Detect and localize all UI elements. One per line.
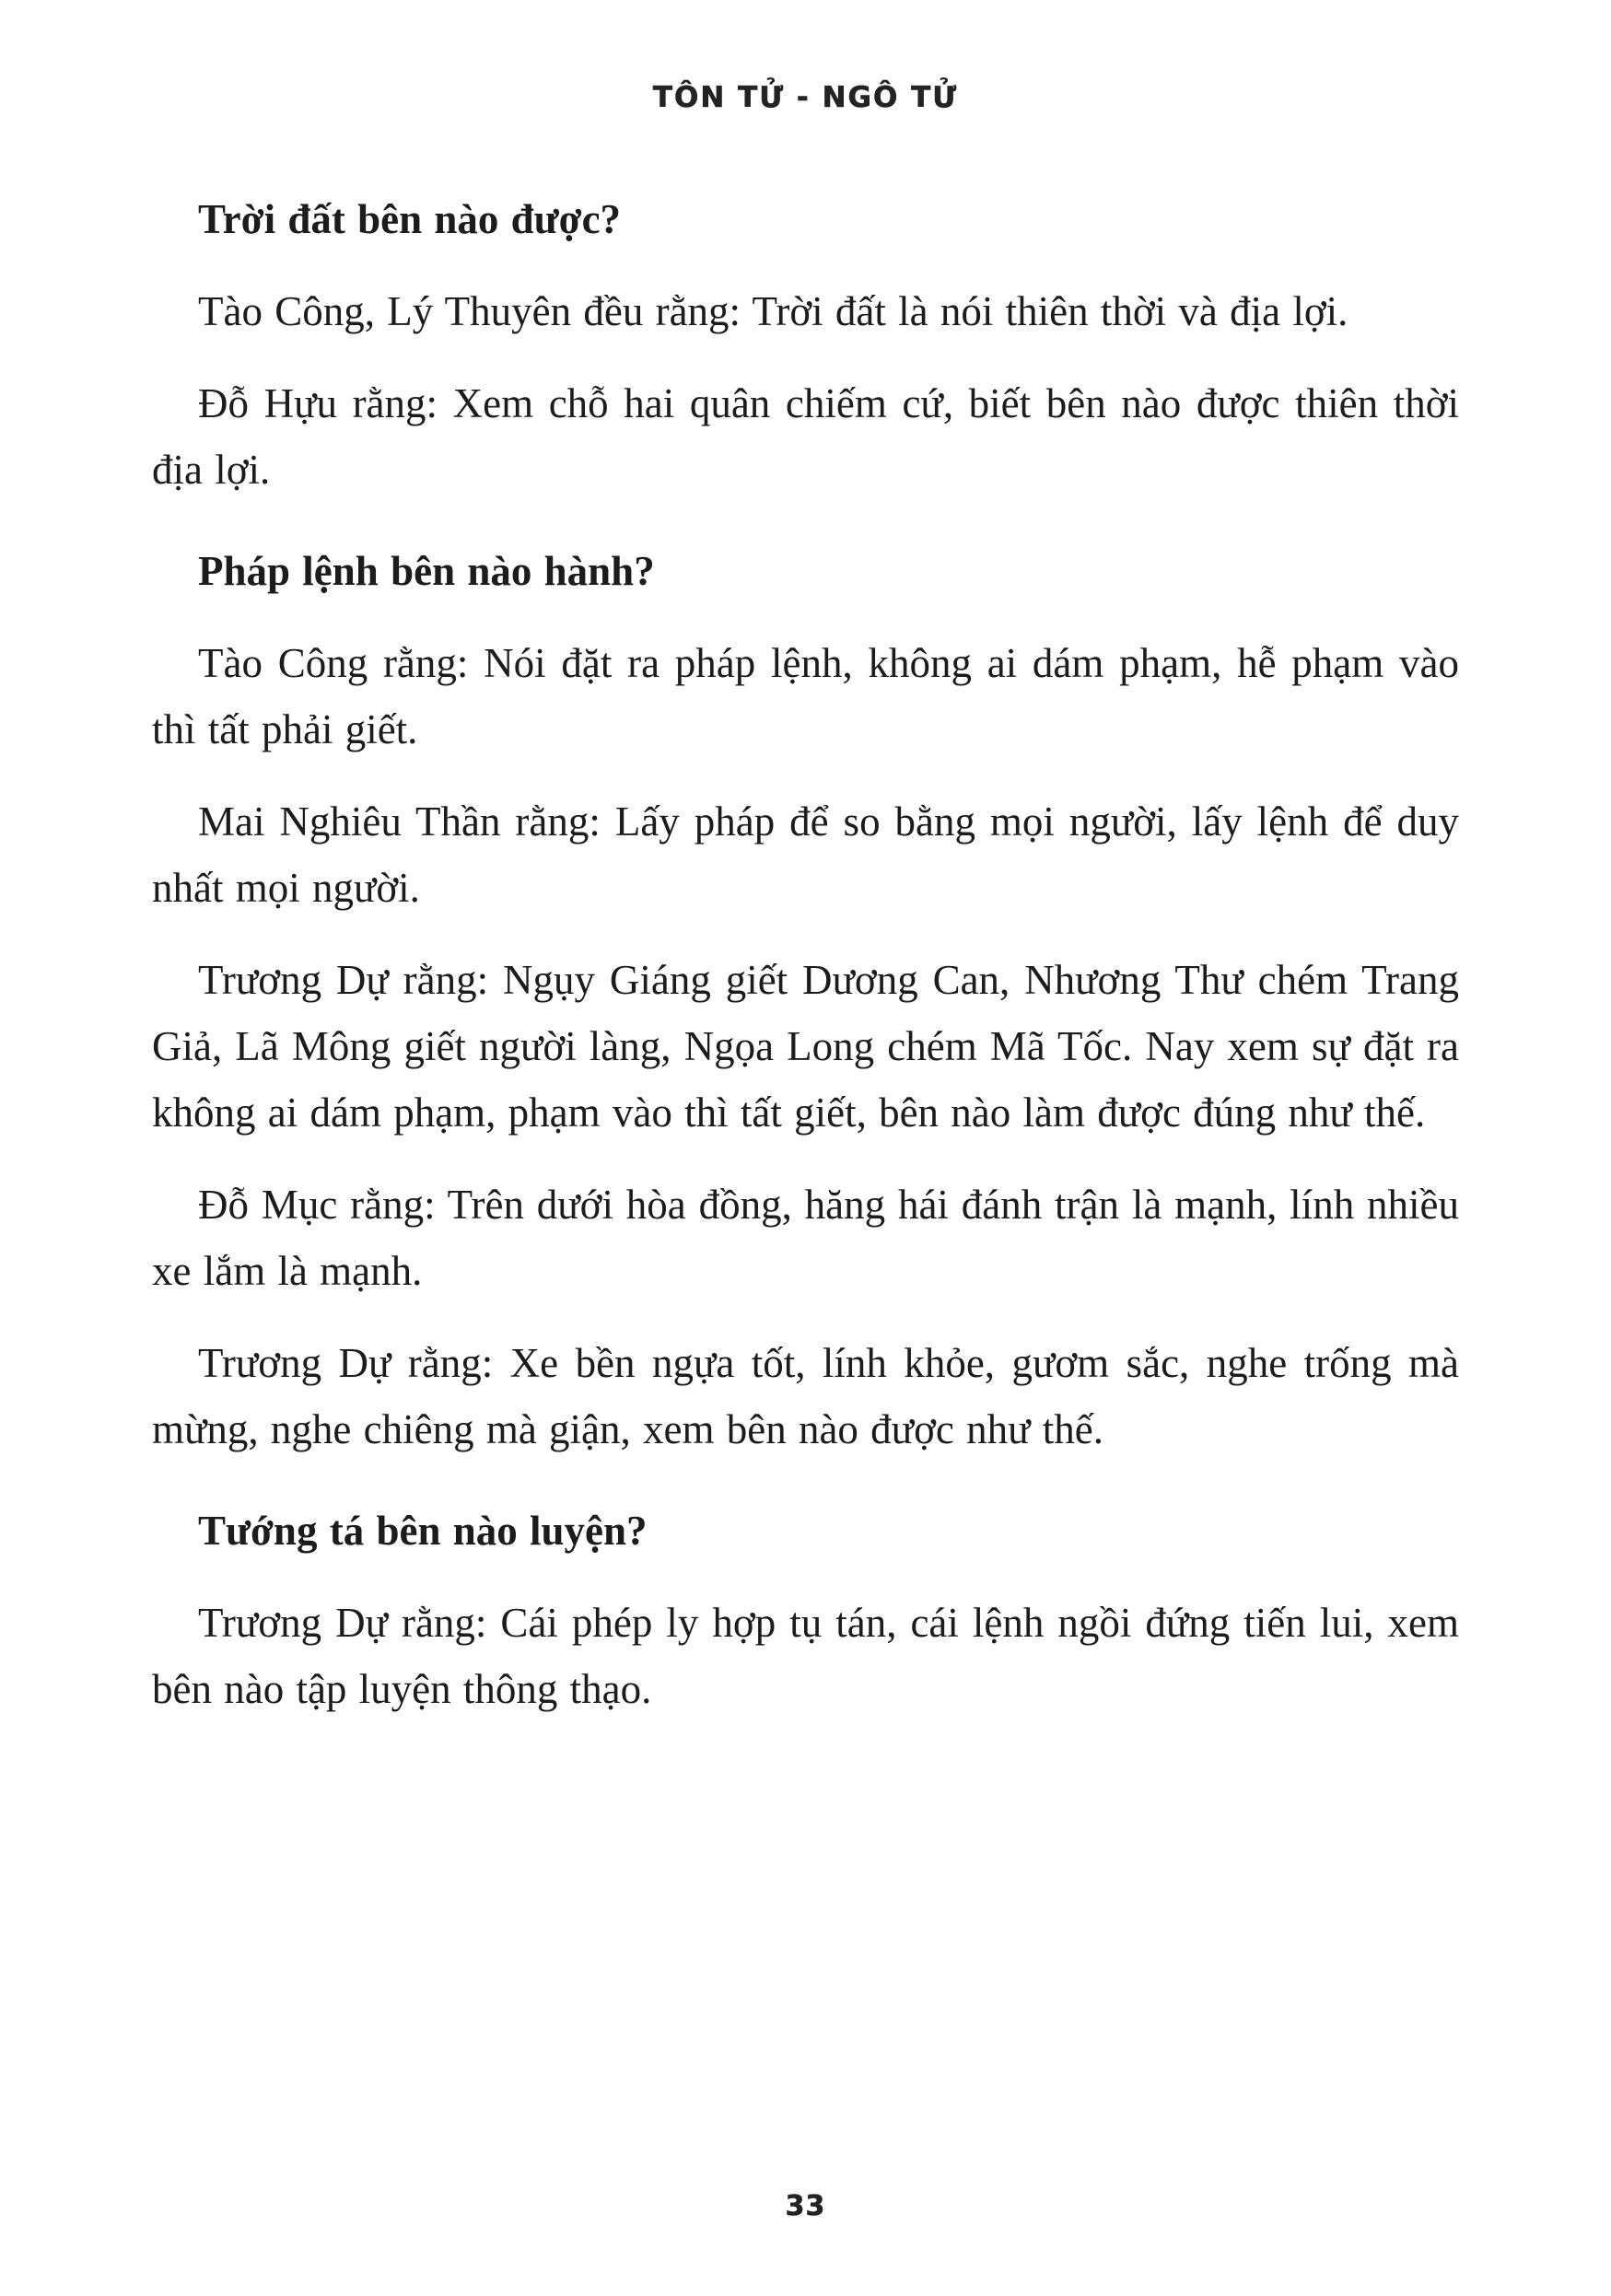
body-paragraph: Trương Dự rằng: Xe bền ngựa tốt, lính khỏe, gươm sắc, nghe trống mà mừng, nghe chiêng mà giận, xem bên nào được như thế. <box>152 1340 1459 1452</box>
page-number: 33 <box>785 2190 826 2222</box>
section-heading: Tướng tá bên nào luyện? <box>198 1508 648 1554</box>
body-paragraph: Đỗ Hựu rằng: Xem chỗ hai quân chiếm cứ, biết bên nào được thiên thời địa lợi. <box>152 380 1459 493</box>
running-header-title: TÔN TỬ - NGÔ TỬ <box>652 81 959 114</box>
body-paragraph: Trương Dự rằng: Cái phép ly hợp tụ tán, cái lệnh ngồi đứng tiến lui, xem bên nào tập luyện thông thạo. <box>152 1600 1459 1712</box>
page-body-text <box>152 186 1459 1722</box>
body-paragraph: Đỗ Mục rằng: Trên dưới hòa đồng, hăng hái đánh trận là mạnh, lính nhiều xe lắm là mạnh. <box>152 1182 1459 1294</box>
body-paragraph: Tào Công, Lý Thuyên đều rằng: Trời đất là nói thiên thời và địa lợi. <box>198 288 1348 334</box>
body-paragraph: Trương Dự rằng: Ngụy Giáng giết Dương Can, Nhương Thư chém Trang Giả, Lã Mông giết người làng, Ngọa Long chém Mã Tốc. Nay xem sự đặt ra không ai dám phạm, phạm vào thì tất giết, bên nào làm được đúng như thế. <box>152 957 1459 1136</box>
body-paragraph: Mai Nghiêu Thần rằng: Lấy pháp để so bằng mọi người, lấy lệnh để duy nhất mọi người. <box>152 798 1459 911</box>
body-paragraph: Tào Công rằng: Nói đặt ra pháp lệnh, không ai dám phạm, hễ phạm vào thì tất phải giết. <box>152 640 1459 752</box>
section-heading: Pháp lệnh bên nào hành? <box>198 548 655 594</box>
section-heading: Trời đất bên nào được? <box>198 196 622 242</box>
